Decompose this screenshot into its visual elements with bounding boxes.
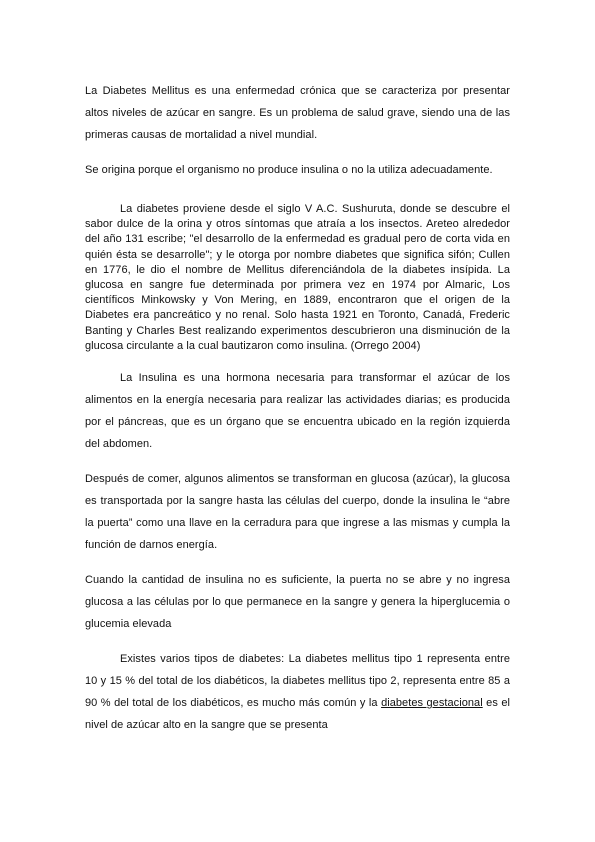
paragraph-definition: La Diabetes Mellitus es una enfermedad crónica que se caracteriza por presentar altos niveles de azúcar en sangre. Es un problema de salud grave, siendo una de las primeras causas de mortalidad a nivel mundial. <box>85 85 510 141</box>
paragraph-insulin: La Insulina es una hormona necesaria para transformar el azúcar de los alimentos en la energía necesaria para realizar las actividades diarias; es producida por el páncreas, que es un órgano que se encuentra ubicado en la región izquierda del abdomen. <box>85 372 510 451</box>
document-page <box>85 80 510 736</box>
paragraph-diabetes-types <box>85 648 510 736</box>
paragraph-origin: Se origina porque el organismo no produce insulina o no la utiliza adecuadamente. <box>85 164 493 176</box>
paragraph-insufficient-insulin: Cuando la cantidad de insulina no es suficiente, la puerta no se abre y no ingresa glucosa a las células por lo que permanece en la sangre y genera la hiperglucemia o glucemia elevada <box>85 574 510 631</box>
types-text-start: Existes varios tipos de diabetes: La diabetes mellitus tipo 1 representa entre 10 y 15 % del total de los diabéticos, la diabetes mellitus tipo 2, representa entre 85 a 90 % del total de los diabéticos, es mucho más común y la <box>85 653 510 710</box>
paragraph-history: La diabetes proviene desde el siglo V A.C. Sushuruta, donde se descubre el sabor dulce de la orina y otros síntomas que atraía a los insectos. Areteo alrededor del año 131 escribe; "el desarrollo de la enfermedad es gradual pero de corta vida en quién ésta se desarrolle"; y le otorga por nombre diabetes que significa sifón; Cullen en 1776, le dio el nombre de Mellitus diferenciándola de la diabetes insípida. La glucosa en sangre fue determinada por primera vez en 1974 por Almaric, Los científicos Minkowsky y Von Mering, en 1889, encontraron que el origen de la Diabetes era pancreático y no renal. Solo hasta 1921 en Toronto, Canadá, Frederic Banting y Charles Best realizando experimentos descubrieron una disminución de la glucosa circulante a la cual bautizaron como insulina. (Orrego 2004) <box>85 203 510 352</box>
gestational-diabetes-link[interactable]: diabetes gestacional <box>381 697 483 710</box>
types-text-end: es el nivel de azúcar alto en la sangre que se presenta <box>85 697 511 732</box>
paragraph-after-eating: Después de comer, algunos alimentos se transforman en glucosa (azúcar), la glucosa es transportada por la sangre hasta las células del cuerpo, donde la insulina le “abre la puerta” como una llave en la cerradura para que ingrese a las mismas y cumpla la función de darnos energía. <box>85 473 510 552</box>
